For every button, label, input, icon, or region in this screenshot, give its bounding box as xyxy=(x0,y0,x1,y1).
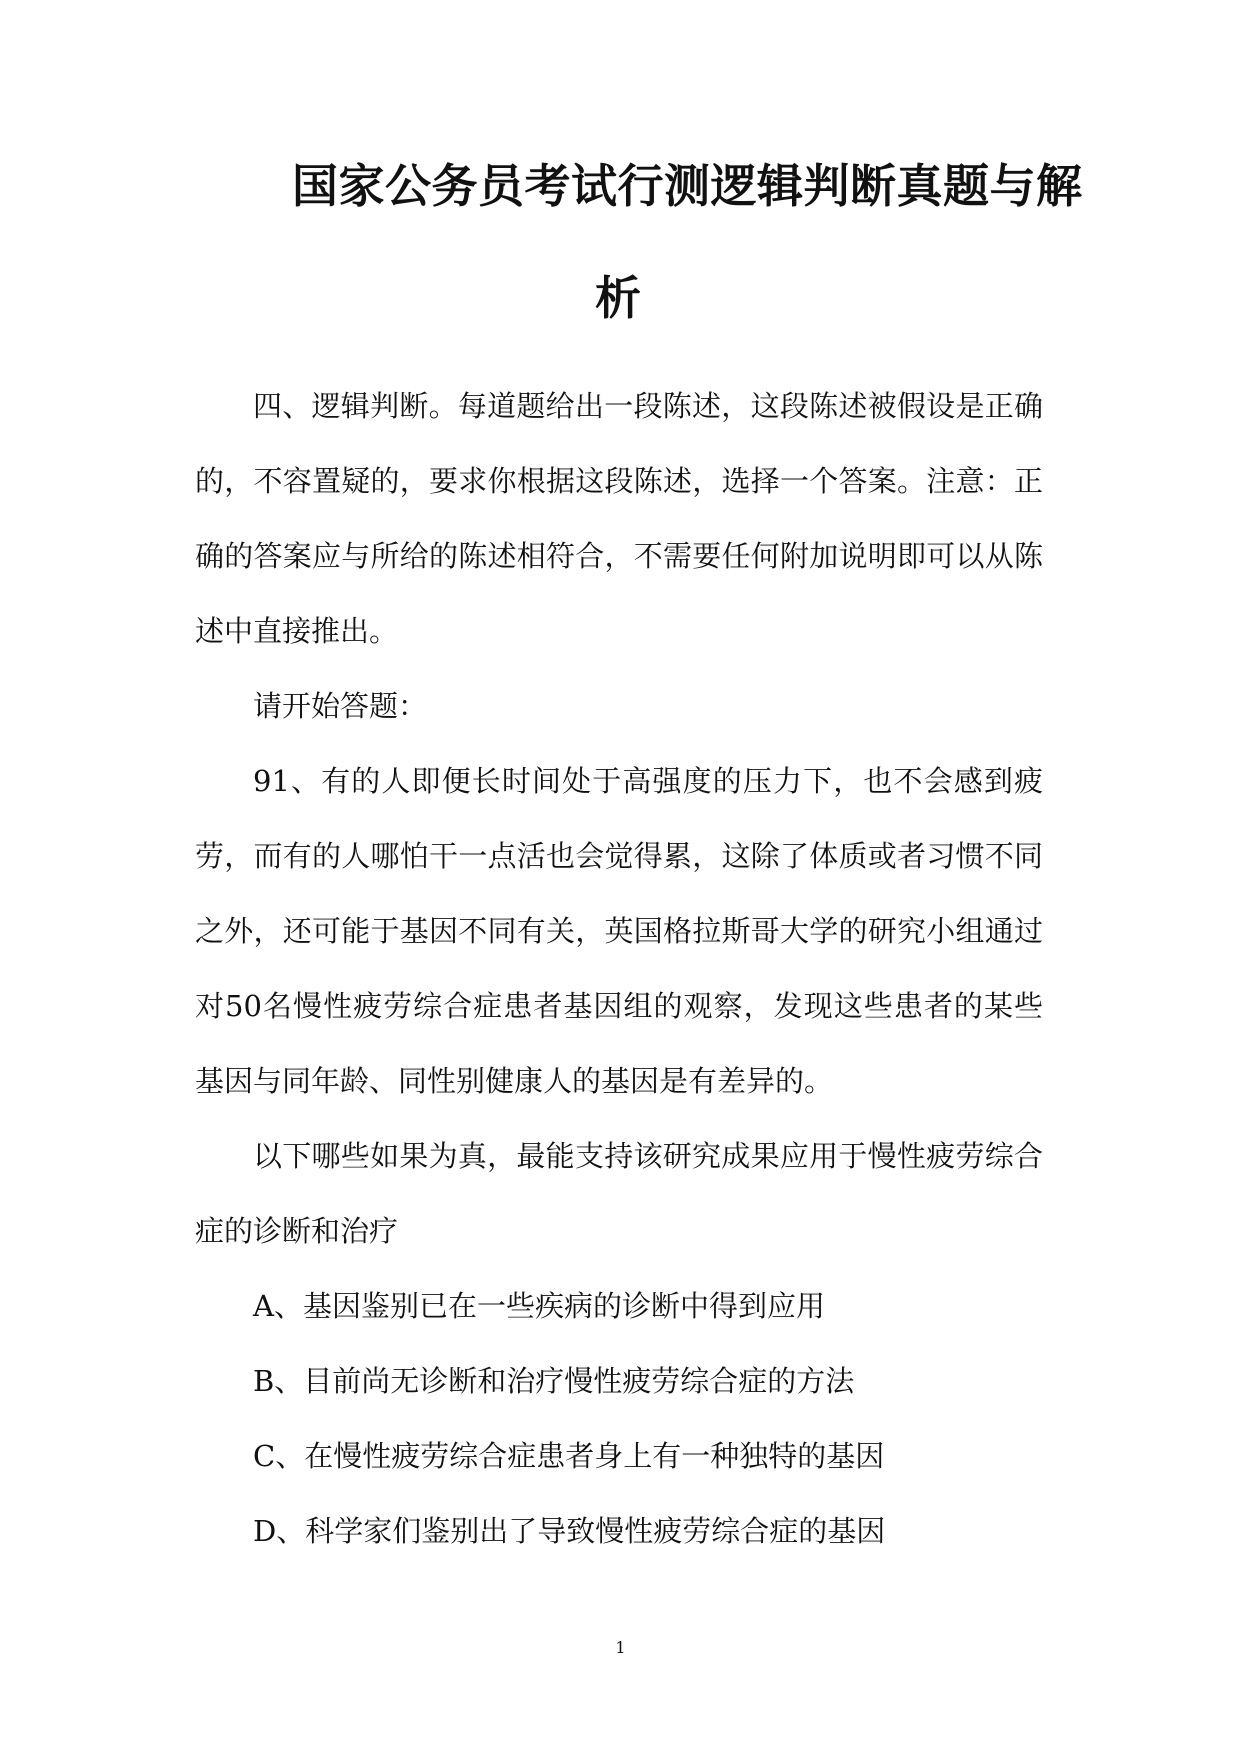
question-stem: 91、有的人即便长时间处于高强度的压力下，也不会感到疲劳，而有的人哪怕干一点活也会觉得累，这除了体质或者习惯不同之外，还可能于基因不同有关，英国格拉斯哥大学的研究小组通过对50名慢性疲劳综合症患者基因组的观察，发现这些患者的某些基因与同年龄、同性别健康人的基因是有差异的。 xyxy=(195,764,1043,1098)
question-prompt: 以下哪些如果为真，最能支持该研究成果应用于慢性疲劳综合症的诊断和治疗 xyxy=(195,1139,1043,1248)
instructions-paragraph: 四、逻辑判断。每道题给出一段陈述，这段陈述被假设是正确的，不容置疑的，要求你根据这段陈述，选择一个答案。注意：正确的答案应与所给的陈述相符合，不需要任何附加说明即可以从陈述中直接推出。 xyxy=(195,389,1043,648)
option-c: C、在慢性疲劳综合症患者身上有一种独特的基因 xyxy=(253,1439,885,1473)
start-prompt: 请开始答题： xyxy=(253,689,428,723)
document-title-line-2: 析 xyxy=(595,271,642,325)
document-body xyxy=(195,369,1043,1569)
option-b: B、目前尚无诊断和治疗慢性疲劳综合症的方法 xyxy=(253,1364,855,1398)
option-d: D、科学家们鉴别出了导致慢性疲劳综合症的基因 xyxy=(253,1514,886,1548)
page-number: 1 xyxy=(615,1638,626,1657)
document-title-line-1: 国家公务员考试行测逻辑判断真题与解 xyxy=(292,159,1083,213)
option-a: A、基因鉴别已在一些疾病的诊断中得到应用 xyxy=(253,1289,825,1323)
